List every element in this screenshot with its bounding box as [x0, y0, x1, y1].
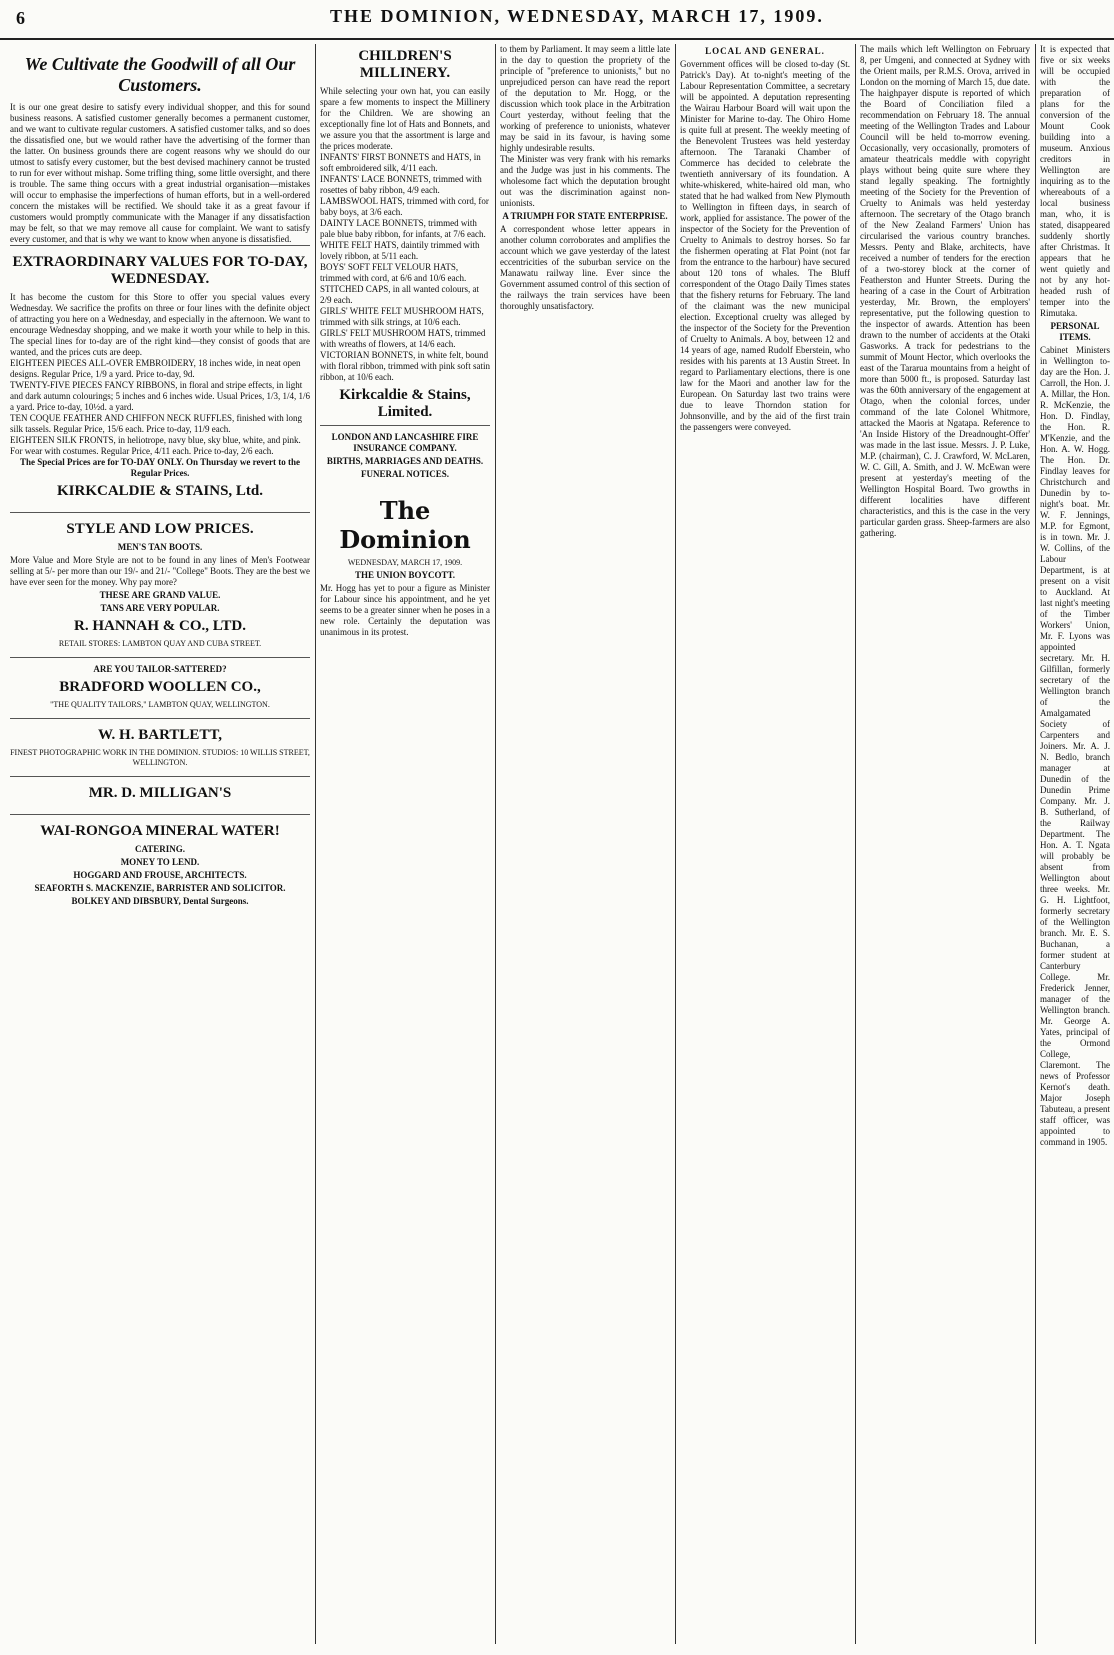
ad-item: TEN COQUE FEATHER AND CHIFFON NECK RUFFLES, finished with long silk tassels. Regular Price, 15/6 each. Price to-day, 11/9 each.	[10, 413, 303, 434]
births: BIRTHS, MARRIAGES AND DEATHS.	[326, 456, 484, 466]
childrens-millinery-intro: While selecting your own hat, you can easily spare a few moments to inspect the Millinery for the Children. We are showing an exceptionally fine lot of Hats and Bonnets, and we assure you that the assortment is large and the prices moderate.	[320, 86, 490, 151]
dominion-title: The Dominion	[339, 496, 471, 554]
millinery-item: GIRLS' WHITE FELT MUSHROOM HATS, trimmed with silk strings, at 10/6 each.	[320, 306, 484, 327]
hoggard: HOGGARD AND FROUSE, ARCHITECTS.	[73, 870, 247, 880]
ad-item: EIGHTEEN PIECES ALL-OVER EMBROIDERY, 18 inches wide, in neat open designs. Regular Price, 1/9 a yard. Price to-day, 9d.	[10, 358, 301, 379]
childrens-millinery-headline: CHILDREN'S MILLINERY.	[358, 48, 452, 81]
bradford-question: ARE YOU TAILOR-SATTERED?	[93, 664, 227, 674]
catering: CATERING.	[134, 844, 186, 854]
money-lend: MONEY TO LEND.	[120, 857, 200, 867]
column-5	[860, 44, 1030, 1644]
column-6	[1040, 44, 1110, 1644]
ad-goodwill-body: It is our one great desire to satisfy every individual shopper, and this for sound business reasons. A satisfied customer generally becomes a permanent customer, and we want to cultivate regular customers. A satisfied customer talks, and so does the dissatisfied one, but we would rather have the advertising of the former than the latter. On business grounds there are cogent reasons why we should do our utmost to satisfy every customer, but the best devised machinery cannot be trusted to run for ever without mishap. Some trifling thing, some little oversight, and there is trouble. The same thing occurs with a great industrial organisation—mistakes will occur to emphasise the imperfections of human efforts, but in a well-ordered concern the mistakes will be rectified. We should take it as a great favour if customers would promptly communicate with the Manager if any dissatisfaction may be felt, so that we may remove all cause for complaint. We want to satisfy every customer, and that is why we want to know when anyone is dissatisfied.	[10, 102, 310, 244]
millinery-item: STITCHED CAPS, in all wanted colours, at 2/9 each.	[320, 284, 479, 305]
local-general-headline: LOCAL AND GENERAL.	[705, 46, 825, 56]
ad-item: TWENTY-FIVE PIECES FANCY RIBBONS, in floral and stripe effects, in light and dark autumn colourings; 5 inches and 6 inches wide. Usual Prices, 1/3, 1/4, 1/6 a yard. Price to-day, 10½d. a yard.	[10, 380, 310, 412]
millinery-item: BOYS' SOFT FELT VELOUR HATS, trimmed with cord, at 6/6 and 10/6 each.	[320, 262, 467, 283]
hannah-address: RETAIL STORES: LAMBTON QUAY AND CUBA STREET.	[58, 639, 262, 648]
hannah-footer: TANS ARE VERY POPULAR.	[100, 603, 220, 613]
millinery-item: INFANTS' FIRST BONNETS and HATS, in soft embroidered silk, 4/11 each.	[320, 152, 481, 173]
ad-extraordinary-title: EXTRAORDINARY VALUES FOR TO-DAY, WEDNESDAY.	[12, 254, 308, 287]
millinery-item: DAINTY LACE BONNETS, trimmed with pale blue baby ribbon, for infants, at 7/6 each.	[320, 218, 486, 239]
seaforth: SEAFORTH S. MACKENZIE, BARRISTER AND SOLICITOR.	[34, 883, 286, 893]
column6-body: It is expected that five or six weeks will be occupied with the preparation of plans for the conversion of the Mount Cook building into a museum. Anxious creditors in Wellington are inquiring as to the whereabouts of a local business man, who, it is stated, disappeared suddenly shortly after Christmas. It appears that he went quietly and not by any hot-headed rush of temper into the Rimutaka.	[1040, 44, 1110, 318]
hannah-subtitle: MEN'S TAN BOOTS.	[117, 542, 203, 552]
column-3	[500, 44, 670, 1644]
ad-item: EIGHTEEN SILK FRONTS, in heliotrope, navy blue, sky blue, white, and pink. For wear with costumes. Regular Price, 4/11 each. Price to-day, 2/6 each.	[10, 435, 301, 456]
masthead	[0, 0, 1114, 40]
store-name: KIRKCALDIE & STAINS, Ltd.	[56, 483, 263, 499]
column3-body1: to them by Parliament. It may seem a little late in the day to question the propriety of the principle of "preference to unionists," but no unprejudiced person can have read the report of the deputation to Mr. Hogg, or the discussion which took place in the Arbitration Court yesterday, without feeling that the working of preference to unionists, whatever may be said in its favour, is having some highly undesirable results.	[500, 44, 670, 153]
bradford-tag: "THE QUALITY TAILORS," LAMBTON QUAY, WELLINGTON.	[50, 700, 270, 709]
column-2	[320, 44, 490, 1644]
bartlett-firm: W. H. BARTLETT,	[97, 727, 223, 743]
funeral: FUNERAL NOTICES.	[360, 469, 450, 479]
newspaper-title: THE DOMINION, WEDNESDAY, MARCH 17, 1909.	[330, 6, 824, 26]
wai-title: WAI-RONGOA MINERAL WATER!	[40, 823, 280, 839]
page-number: 6	[16, 8, 25, 28]
milligan-firm: MR. D. MILLIGAN'S	[88, 785, 232, 801]
column-1	[10, 44, 310, 1644]
hannah-title: STYLE AND LOW PRICES.	[66, 521, 254, 537]
dominion-date: WEDNESDAY, MARCH 17, 1909.	[347, 558, 463, 567]
millinery-item: GIRLS' FELT MUSHROOM HATS, trimmed with wreaths of flowers, at 14/6 each.	[320, 328, 486, 349]
triumph-body: A correspondent whose letter appears in another column corroborates and amplifies the account which we gave yesterday of the latest eccentricities of the suburban service on the Manawatu railway line. Ever since the Government assumed control of this section of the railways the train services have been thoroughly unsatisfactory.	[500, 224, 670, 311]
column3-body2: The Minister was very frank with his remarks and the Judge was just in his comments. The wholesome fact which the deputation brought out was the discrimination against non-unionists.	[500, 154, 670, 208]
millinery-item: LAMBSWOOL HATS, trimmed with cord, for baby boys, at 3/6 each.	[320, 196, 489, 217]
millinery-item: VICTORIAN BONNETS, in white felt, bound with floral ribbon, trimmed with pink soft satin ribbon, at 10/6 each.	[320, 350, 490, 382]
hannah-firm: R. HANNAH & CO., LTD.	[74, 618, 246, 634]
ad-special-note: The Special Prices are for TO-DAY ONLY. On Thursday we revert to the Regular Prices.	[20, 457, 300, 478]
millinery-item: WHITE FELT HATS, daintily trimmed with lovely ribbon, at 5/11 each.	[320, 240, 480, 261]
column5-body: The mails which left Wellington on February 8, per Umgeni, and connected at Sydney with the Orient mails, per R.M.S. Orova, arrived in London on the morning of March 15, due date. The haighpayer dispute is reported of which the Board of Conciliation filed a recommendation on February 18. The annual meeting of the Wellington Trades and Labour Council will be held to-morrow evening. Occasionally, very occasionally, promoters of amateur theatricals meddle with copyright plays without being quite sure where they stand legally speaking. The fortnightly meeting of the Society for the Prevention of Cruelty to Animals was held yesterday afternoon. The secretary of the Otago branch of the New Zealand Farmers' Union has circularised the various country branches. Messrs. Penty and Blake, architects, have received a number of tenders for the erection of a two-storey block at the corner of Featherston and Hunter Streets. During the hearing of a case in the Court of Arbitration yesterday, Mr. Brown, the employers' representative, put the following question to the inspector of awards. Attention has been drawn to the number of accidents at the Otaki Gasworks. A track for pedestrians to the summit of Mount Hector, which overlooks the east of the Tararua mountains from a height of more than 5000 ft., is proposed. Saturday last was the 60th anniversary of the engagement at Otago, when the colonial forces, under command of the late Colonel Whitmore, attacked the Maoris at Ngatapa. Reference to 'An Inside History of the Dreadnought-Offer' was made in the last issue. Messrs. J. P. Luke, M.P. (chairman), C. J. Crawford, W. McLaren, W. C. Gill, A. Smith, and J. W. McEwan were present at yesterday's meeting of the Wellington Hospital Board. Two growths in different localities have different characteristics, and this is the case in the very particular garden grass. Sheep-farmers are also gathering.	[860, 44, 1030, 538]
insurance: LONDON AND LANCASHIRE FIRE INSURANCE COMPANY.	[331, 432, 479, 453]
leader-body: Mr. Hogg has yet to pour a figure as Minister for Labour since his appointment, and he yet seems to be a greater sinner when he poses in a new role. Certainly the deputation was unanimous in its protest.	[320, 583, 490, 637]
hannah-note: THESE ARE GRAND VALUE.	[99, 590, 221, 600]
hannah-body: More Value and More Style are not to be found in any lines of Men's Footwear selling at 5/- per more than our 19/- and 21/- "College" Boots. They are the best we have ever seen for the money. Why pay more?	[10, 555, 310, 587]
personal-items-title: PERSONAL ITEMS.	[1050, 321, 1100, 342]
ad-extraordinary-body: It has become the custom for this Store to offer you special values every Wednesday. We sacrifice the profits on three or four lines with the definite object of attracting you here on a Wednesday, and especially in the afternoon. We want to encourage Wednesday shopping, and we make it worth your while to help in this. The special lines for to-day are of the right kind—they consist of goods that are wanted, and the prices cuts are deep.	[10, 292, 310, 357]
bradford-firm: BRADFORD WOOLLEN CO.,	[59, 679, 261, 695]
leader-title: THE UNION BOYCOTT.	[354, 570, 456, 580]
triumph-title: A TRIUMPH FOR STATE ENTERPRISE.	[502, 211, 668, 221]
ad-goodwill-title: We Cultivate the Goodwill of all Our Customers.	[24, 54, 296, 95]
column-4	[680, 44, 850, 1644]
millinery-item: INFANTS' LACE BONNETS, trimmed with rosettes of baby ribbon, 4/9 each.	[320, 174, 482, 195]
kirkcaldie-firm: Kirkcaldie & Stains, Limited.	[339, 387, 471, 420]
bartlett-body: FINEST PHOTOGRAPHIC WORK IN THE DOMINION. STUDIOS: 10 WILLIS STREET, WELLINGTON.	[10, 748, 310, 767]
bolkey: BOLKEY AND DIBSBURY, Dental Surgeons.	[71, 896, 249, 906]
personal-items-body: Cabinet Ministers in Wellington to-day are the Hon. J. Carroll, the Hon. J. A. Millar, the Hon. R. McKenzie, the Hon. D. Findlay, the Hon. R. M'Kenzie, and the Hon. A. W. Hogg. The Hon. Dr. Findlay leaves for Christchurch and Dunedin by to-night's boat. Mr. W. F. Jennings, M.P. for Egmont, is in town. Mr. J. W. Collins, of the Labour Department, is at present on a visit to Auckland. At last night's meeting of the Timber Workers' Union, Mr. F. Lyons was appointed secretary. Mr. H. Gilfillan, formerly secretary of the Wellington branch of the Amalgamated Society of Carpenters and Joiners. Mr. A. J. N. Bedlo, branch manager at Dunedin of the Dunedin Prime Company. Mr. J. B. Sutherland, of the Railway Department. The Hon. A. T. Ngata will probably be absent from Wellington about three weeks. Mr. G. H. Lightfoot, formerly secretary of the Wellington branch. Mr. E. S. Buchanan, a former student at Canterbury College. Mr. Frederick Jenner, manager of the Wellington branch. Mr. George A. Yates, principal of the Ormond College, Claremont. The news of Professor Kernot's death. Major Joseph Tabuteau, a present staff officer, was appointed to command in 1905.	[1040, 345, 1110, 1147]
local-general-body: Government offices will be closed to-day (St. Patrick's Day). At to-night's meeting of the Labour Representation Committee, a secretary will be appointed. A deputation representing the Wairau Harbour Board will wait upon the Minister for Marine to-day. The Ohiro Home is quite full at present. The weekly meeting of the Benevolent Trustees was held yesterday afternoon. The Taranaki Chamber of Commerce has decided to celebrate the twentieth anniversary of its foundation. A white-whiskered, white-haired old man, who stated that he had walked from New Plymouth to Wellington in fifteen days, in search of work, applied for assistance. The power of the inspector of the Society for the Prevention of Cruelty to Animals to destroy horses. So far the fishermen operating at Flat Point (not far from the entrance to the harbour) have secured about 120 tons of whales. The Bluff correspondent of the Otago Daily Times states that the fishery returns for February. The land of the claimant was the new municipal election. Exceptional cruelty was alleged by the inspector of the Society for the Prevention of Cruelty to Animals. A boy, between 12 and 14 years of age, named Rudolf Eberstein, who resides with his parents at 13 Austin Street. In regard to Parliamentary elections, there is one law for the Maori and another law for the European. On Saturday last two trains were due to leave Thorndon station for Johnsonville, and by the aid of the first train the passengers were conveyed.	[680, 59, 850, 432]
